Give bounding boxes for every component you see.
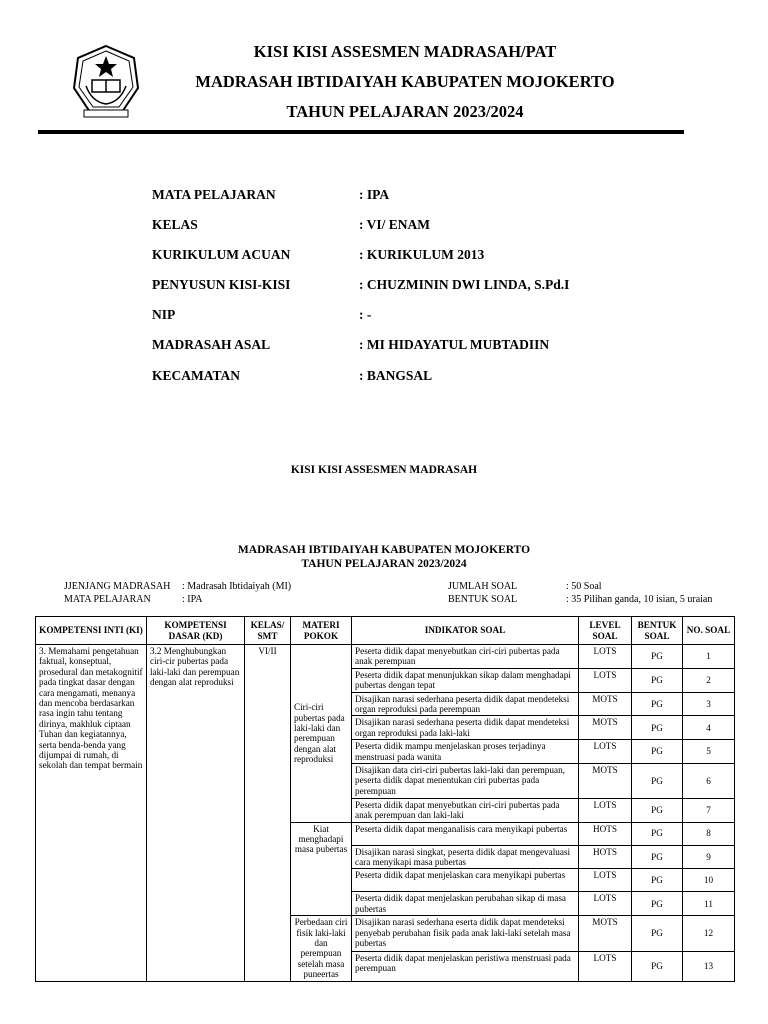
section-subtitle-1: MADRASAH IBTIDAIYAH KABUPATEN MOJOKERTO — [237, 544, 531, 556]
bentuk-cell: PG — [632, 740, 683, 764]
identity-row — [152, 217, 672, 235]
bentuk-cell: PG — [632, 692, 683, 716]
table-body — [36, 645, 735, 982]
level-cell: LOTS — [579, 645, 632, 669]
header-line-2: MADRASAH IBTIDAIYAH KABUPATEN MOJOKERTO — [195, 72, 615, 91]
indikator-cell: Peserta didik dapat menjelaskan cara menyikapi pubertas — [352, 869, 579, 892]
indikator-cell: Disajikan narasi singkat, peserta didik dapat mengevaluasi cara menyikapi masa pubertas — [352, 845, 579, 869]
header-kelas: KELAS/ SMT — [245, 617, 291, 645]
identity-value: : - — [359, 307, 372, 322]
meta-mapel-value: : IPA — [182, 594, 203, 605]
no-cell: 3 — [683, 692, 735, 716]
bentuk-cell: PG — [632, 822, 683, 845]
header-level: LEVEL SOAL — [579, 617, 632, 645]
identity-label: KECAMATAN — [152, 368, 240, 383]
no-cell: 8 — [683, 822, 735, 845]
no-cell: 7 — [683, 798, 735, 822]
header-bentuk: BENTUK SOAL — [632, 617, 683, 645]
identity-label: KURIKULUM ACUAN — [152, 247, 291, 262]
level-cell: MOTS — [579, 916, 632, 952]
ki-cell: 3. Memahami pengetahuan faktual, konseptual, prosedural dan metakognitif pada tingkat dasar dengan cara mengamati, menanya dan mencoba berdasarkan rasa ingin tahu tentang dirinya, makhluk ciptaan Tuhan dan kegiatannya, serta benda-benda yang dijumpai di rumah, di sekolah dan tempat bermain — [36, 645, 147, 982]
meta-jenjang-label: JJENJANG MADRASAH — [64, 581, 171, 592]
materi-cell: Perbedaan ciri fisik laki-laki dan perempuan setelah masa puneertas — [291, 916, 352, 981]
bentuk-cell: PG — [632, 845, 683, 869]
no-cell: 12 — [683, 916, 735, 952]
level-cell: LOTS — [579, 892, 632, 916]
indikator-cell: Disajikan narasi sederhana peserta didik dapat mendeteksi organ reproduksi pada perempuan — [352, 692, 579, 716]
identity-value: : BANGSAL — [359, 368, 433, 383]
bentuk-cell: PG — [632, 668, 683, 692]
indikator-cell: Peserta didik mampu menjelaskan proses terjadinya menstruasi pada wanita — [352, 740, 579, 764]
no-cell: 1 — [683, 645, 735, 669]
identity-label: MADRASAH ASAL — [152, 337, 271, 352]
indikator-cell: Disajikan narasi sederhana eserta didik dapat mendeteksi penyebab perubahan fisik pada anak laki-laki setelah masa pubertas — [352, 916, 579, 952]
bentuk-cell: PG — [632, 892, 683, 916]
meta-jumlah-value: : 50 Soal — [566, 581, 602, 592]
materi-cell: Ciri-ciri pubertas pada laki-laki dan perempuan dengan alat reproduksi — [291, 645, 352, 823]
bentuk-cell: PG — [632, 798, 683, 822]
bentuk-cell: PG — [632, 869, 683, 892]
level-cell: MOTS — [579, 692, 632, 716]
section-title: KISI KISI ASSESMEN MADRASAH — [290, 464, 478, 476]
header-kd: KOMPETENSI DASAR (KD) — [147, 617, 245, 645]
identity-value: : KURIKULUM 2013 — [359, 247, 485, 262]
meta-jenjang — [64, 581, 364, 595]
no-cell: 4 — [683, 716, 735, 740]
bentuk-cell: PG — [632, 645, 683, 669]
indikator-cell: Peserta didik dapat menyebutkan ciri-ciri pubertas pada anak perempuan — [352, 645, 579, 669]
section-subtitle-2: TAHUN PELAJARAN 2023/2024 — [301, 558, 467, 570]
meta-bentuk-label: BENTUK SOAL — [448, 594, 518, 605]
header-no: NO. SOAL — [683, 617, 735, 645]
level-cell: LOTS — [579, 951, 632, 981]
no-cell: 2 — [683, 668, 735, 692]
indikator-cell: Disajikan narasi sederhana peserta didik dapat mendeteksi organ reproduksi pada laki-laki — [352, 716, 579, 740]
no-cell: 10 — [683, 869, 735, 892]
meta-mapel — [64, 594, 364, 608]
meta-jumlah-label: JUMLAH SOAL — [448, 581, 518, 592]
identity-row — [152, 247, 672, 265]
kd-cell: 3.2 Menghubungkan ciri-cir pubertas pada laki-laki dan perempuan dengan alat reproduksi — [147, 645, 245, 982]
level-cell: MOTS — [579, 763, 632, 798]
kisi-table — [35, 616, 735, 982]
no-cell: 6 — [683, 763, 735, 798]
indikator-cell: Peserta didik dapat menganalisis cara menyikapi pubertas — [352, 822, 579, 845]
level-cell: HOTS — [579, 845, 632, 869]
no-cell: 5 — [683, 740, 735, 764]
kemenag-logo — [72, 44, 140, 120]
bentuk-cell: PG — [632, 763, 683, 798]
no-cell: 11 — [683, 892, 735, 916]
no-cell: 13 — [683, 951, 735, 981]
identity-row — [152, 368, 672, 386]
identity-value: : CHUZMININ DWI LINDA, S.Pd.I — [359, 277, 570, 292]
materi-cell: Kiat menghadapi masa pubertas — [291, 822, 352, 916]
identity-label: MATA PELAJARAN — [152, 187, 276, 202]
level-cell: LOTS — [579, 869, 632, 892]
identity-label: PENYUSUN KISI-KISI — [152, 277, 291, 292]
bentuk-cell: PG — [632, 951, 683, 981]
level-cell: MOTS — [579, 716, 632, 740]
bentuk-cell: PG — [632, 716, 683, 740]
meta-bentuk — [448, 594, 738, 608]
header-line-3: TAHUN PELAJARAN 2023/2024 — [286, 102, 524, 121]
level-cell: LOTS — [579, 668, 632, 692]
identity-value: : MI HIDAYATUL MUBTADIIN — [359, 337, 550, 352]
indikator-cell: Peserta didik dapat menunjukkan sikap dalam menghadapi pubertas dengan tepat — [352, 668, 579, 692]
header-materi: MATERI POKOK — [291, 617, 352, 645]
header-divider — [38, 130, 684, 134]
identity-label: KELAS — [152, 217, 198, 232]
table-header-row — [36, 617, 735, 645]
no-cell: 9 — [683, 845, 735, 869]
meta-jumlah — [448, 581, 738, 595]
kelas-cell: VI/II — [245, 645, 291, 982]
indikator-cell: Peserta didik dapat menjelaskan perubahan sikap di masa pubertas — [352, 892, 579, 916]
identity-row — [152, 307, 672, 325]
header-line-1: KISI KISI ASSESMEN MADRASAH/PAT — [253, 42, 557, 61]
meta-jenjang-value: : Madrasah Ibtidaiyah (MI) — [182, 581, 292, 592]
identity-row — [152, 277, 672, 295]
header-ki: KOMPETENSI INTI (KI) — [36, 617, 147, 645]
indikator-cell: Disajikan data ciri-ciri pubertas laki-laki dan perempuan, peserta didik dapat menentukan ciri pubertas pada perempuan — [352, 763, 579, 798]
level-cell: LOTS — [579, 740, 632, 764]
table-row — [36, 645, 735, 669]
identity-value: : IPA — [359, 187, 390, 202]
identity-value: : VI/ ENAM — [359, 217, 431, 232]
bentuk-cell: PG — [632, 916, 683, 952]
level-cell: HOTS — [579, 822, 632, 845]
meta-bentuk-value: : 35 Pilihan ganda, 10 isian, 5 uraian — [566, 594, 713, 605]
header-indikator: INDIKATOR SOAL — [352, 617, 579, 645]
identity-label: NIP — [152, 307, 176, 322]
indikator-cell: Peserta didik dapat menyebutkan ciri-ciri pubertas pada anak perempuan dan laki-laki — [352, 798, 579, 822]
identity-row — [152, 337, 672, 355]
indikator-cell: Peserta didik dapat menjelaskan peristiwa menstruasi pada perempuan — [352, 951, 579, 981]
meta-mapel-label: MATA PELAJARAN — [64, 594, 151, 605]
level-cell: LOTS — [579, 798, 632, 822]
identity-row — [152, 187, 672, 205]
